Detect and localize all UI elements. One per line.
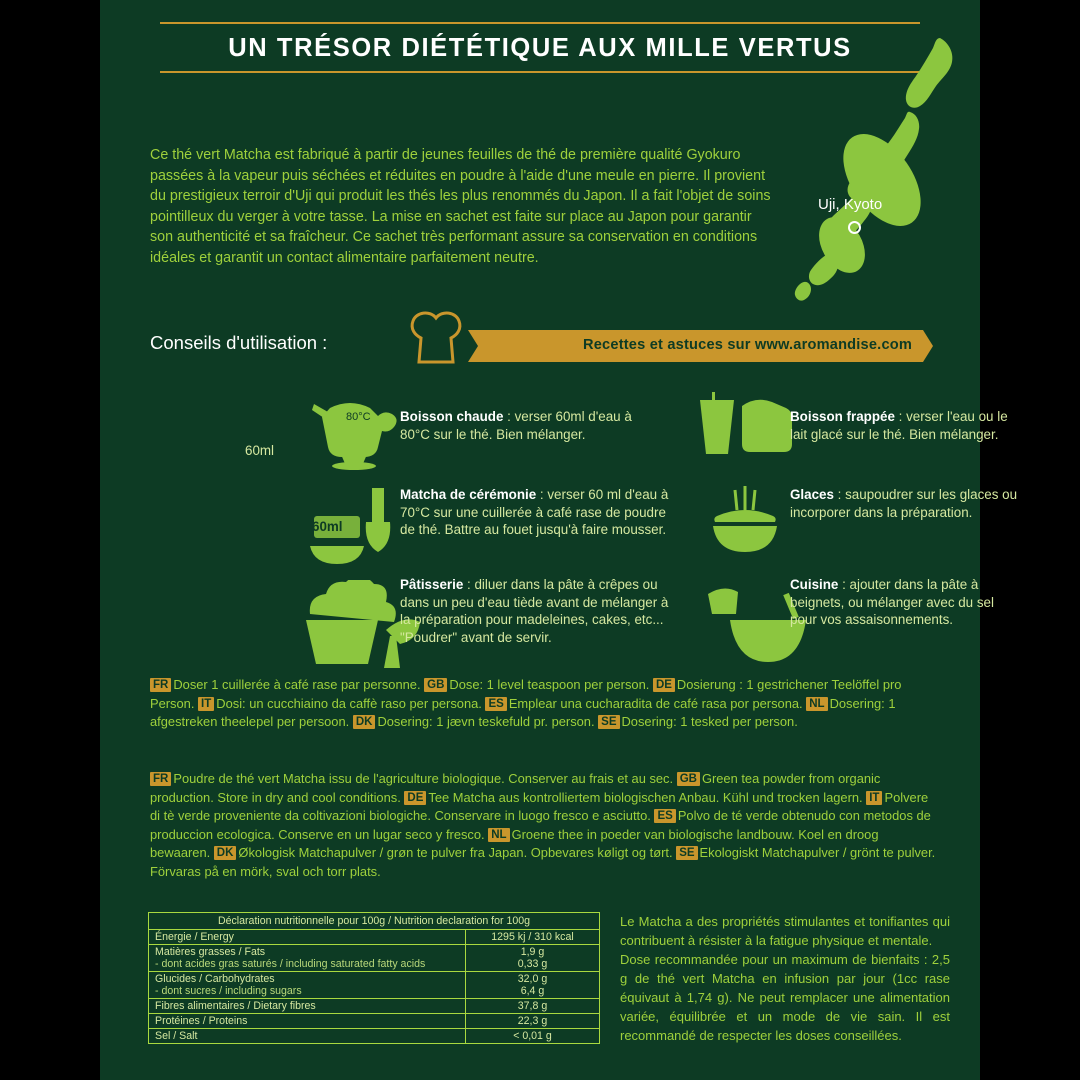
usage-section-title: Conseils d'utilisation : xyxy=(150,332,328,353)
nutrition-row-value-1-main: 1,9 g xyxy=(520,946,545,958)
lang-tag-de: DE xyxy=(653,678,675,692)
table-row xyxy=(149,999,599,1014)
usage-item-pastry xyxy=(400,576,670,646)
lang-tag-nl: NL xyxy=(806,697,827,711)
info-text-se: Ekologiskt Matchapulver / grönt te pulver. Förvaras på en mörk, sval och torr plats. xyxy=(150,845,936,879)
hot-drink-volume-label: 60ml xyxy=(245,443,275,458)
info-text-de: Tee Matcha aus kontrolliertem biologischen Anbau. Kühl und trocken lagern. xyxy=(428,789,863,805)
info-lang-tag-se: SE xyxy=(676,846,697,860)
nutrition-row-label-2-main: Glucides / Carbohydrates xyxy=(155,973,275,985)
nutrition-row-label-3: Fibres alimentaires / Dietary fibres xyxy=(149,999,466,1013)
dosage-text-it: Dosi: un cucchiaino da caffè raso per persona. xyxy=(216,695,482,711)
table-row xyxy=(149,930,599,945)
lang-tag-se: SE xyxy=(598,715,619,729)
map-location-dot xyxy=(848,221,861,234)
table-row xyxy=(149,972,599,999)
usage-item-ceremony-heading: Matcha de cérémonie xyxy=(400,487,537,502)
benefits-paragraph-2: Dose recommandée pour un maximum de bienfaits : 2,5 g de thé vert Matcha en infusion par jour (1cc rase équivaut à 1,74 g). Ne peut remplacer une alimentation variée, équilibrée et un mode de vie sain. Il est recommandé de respecter les doses conseillées. xyxy=(620,952,950,1043)
usage-item-hot-drink-body: : verser 60ml d'eau à 80°C sur le thé. Bien mélanger. xyxy=(400,409,632,442)
info-text-dk: Økologisk Matchapulver / grøn te pulver fra Japan. Opbevares køligt og tørt. xyxy=(238,845,673,861)
nutrition-table-header xyxy=(149,913,599,930)
japan-map-icon xyxy=(790,20,975,320)
nutrition-table xyxy=(148,912,600,1044)
dosage-text-es: Emplear una cucharadita de café rasa por persona. xyxy=(508,695,803,711)
nutrition-row-label-1-main: Matières grasses / Fats xyxy=(155,946,266,958)
info-lang-tag-nl: NL xyxy=(488,828,509,842)
dosage-text-nl: Dosering: 1 afgestreken theelepel per persoon. xyxy=(150,695,896,730)
benefits-text xyxy=(620,912,950,1045)
iced-drink-icon xyxy=(690,392,800,467)
dosage-text-se: Dosering: 1 tesked per person. xyxy=(621,714,798,730)
teapot-icon xyxy=(300,390,405,475)
info-text-nl: Groene thee in poeder van biologische landbouw. Koel en droog bewaaren. xyxy=(150,826,879,861)
table-row xyxy=(149,945,599,972)
nutrition-row-value-2-sub: 6,4 g xyxy=(520,985,545,997)
info-lang-tag-fr: FR xyxy=(150,772,171,786)
page-title: UN TRÉSOR DIÉTÉTIQUE AUX MILLE VERTUS xyxy=(228,34,852,62)
info-text-es: Polvo de té verde obtenudo con metodos de produccion ecologica. Conserve en un lugar seco y fresco. xyxy=(150,808,931,842)
intro-paragraph: Ce thé vert Matcha est fabriqué à partir de jeunes feuilles de thé de première qualité Gyokuro passées à la vapeur puis séchées et réduites en poudre à l'aide d'une meule en pierre. Il provient du prestigieux terroir d'Uji qui produit les thés les plus renommés du Japon. Il a fait l'objet de soins pointilleux du verger à votre tasse. La mise en sachet est faite sur place au Japon pour garantir son authenticité et sa fraîcheur. Ce sachet très performant assure sa conservation en conditions idéales et garantit un contact alimentaire parfaitement neutre. xyxy=(150,147,771,266)
product-info-block xyxy=(150,770,940,882)
dosage-text-fr: Doser 1 cuillerée à café rase par personne. xyxy=(173,677,421,692)
nutrition-row-label-5: Sel / Salt xyxy=(149,1029,466,1043)
dosage-block xyxy=(150,676,940,732)
lang-tag-es: ES xyxy=(485,697,506,711)
usage-item-cooking-body: : ajouter dans la pâte à beignets, ou mélanger avec du sel pour vos assaisonnements. xyxy=(790,577,994,628)
nutrition-row-value-2 xyxy=(466,972,599,998)
nutrition-row-label-2 xyxy=(149,972,466,998)
table-row xyxy=(149,1029,599,1043)
usage-item-pastry-body: : diluer dans la pâte à crêpes ou dans un peu d'eau tiède avant de mélanger à la préparation pour madeleines, cakes, etc... "Poudrer" avant de servir. xyxy=(400,577,669,645)
usage-item-pastry-heading: Pâtisserie xyxy=(400,577,464,592)
info-lang-tag-gb: GB xyxy=(677,772,700,786)
nutrition-row-value-1 xyxy=(466,945,599,971)
usage-item-ceremony-body: : verser 60 ml d'eau à 70°C sur une cuillerée à café rase de poudre de thé. Battre au fouet jusqu'à faire mousser. xyxy=(400,487,669,538)
info-lang-tag-dk: DK xyxy=(214,846,237,860)
ceremony-volume-label: 60ml xyxy=(312,519,343,534)
dosage-text-de: Dosierung : 1 gestrichener Teelöffel pro Person. xyxy=(150,677,902,711)
nutrition-row-label-1-sub: - dont acides gras saturés / including saturated fatty acids xyxy=(155,958,426,970)
usage-item-hot-drink xyxy=(400,408,650,443)
nutrition-row-label-4: Protéines / Proteins xyxy=(149,1014,466,1028)
table-row xyxy=(149,1014,599,1029)
nutrition-row-value-3: 37,8 g xyxy=(517,1000,548,1012)
nutrition-row-value-4: 22,3 g xyxy=(517,1015,548,1027)
usage-item-cooking xyxy=(790,576,1020,629)
usage-item-iced-drink-heading: Boisson frappée xyxy=(790,409,895,424)
lang-tag-it: IT xyxy=(198,697,214,711)
info-text-it: Polvere di tè verde proveniente da coltivazioni biologiche. Conservare in luogo fresco e asciutto. xyxy=(150,789,929,824)
nutrition-row-value-1-sub: 0,33 g xyxy=(517,958,548,970)
dosage-text-gb: Dose: 1 level teaspoon per person. xyxy=(449,677,650,692)
usage-item-ice-cream-heading: Glaces xyxy=(790,487,834,502)
recipes-ribbon[interactable] xyxy=(468,330,933,362)
nutrition-table-title: Déclaration nutritionnelle pour 100g / Nutrition declaration for 100g xyxy=(217,915,531,927)
usage-item-ice-cream xyxy=(790,486,1020,521)
ice-cream-icon xyxy=(695,486,805,571)
usage-item-cooking-heading: Cuisine xyxy=(790,577,839,592)
nutrition-row-value-0: 1295 kj / 310 kcal xyxy=(491,931,574,943)
info-lang-tag-de: DE xyxy=(404,791,426,805)
map-location-label: Uji, Kyoto xyxy=(818,196,883,213)
svg-text:80°C: 80°C xyxy=(346,411,371,423)
lang-tag-gb: GB xyxy=(424,678,447,692)
usage-item-ice-cream-body: : saupoudrer sur les glaces ou incorporer dans la préparation. xyxy=(790,487,1018,520)
info-lang-tag-es: ES xyxy=(654,809,675,823)
info-lang-tag-it: IT xyxy=(866,791,882,805)
info-text-gb: Green tea powder from organic production. Store in dry and cool conditions. xyxy=(150,771,881,805)
benefits-paragraph-1: Le Matcha a des propriétés stimulantes et tonifiantes qui contribuent à résister à la fatigue physique et mentale. xyxy=(620,914,950,948)
recipes-ribbon-label: Recettes et astuces sur www.aromandise.com xyxy=(583,337,913,353)
lang-tag-fr: FR xyxy=(150,678,171,692)
dosage-text-dk: Dosering: 1 jævn teskefuld pr. person. xyxy=(377,714,595,730)
nutrition-row-value-5: < 0,01 g xyxy=(513,1030,552,1042)
usage-item-ceremony xyxy=(400,486,670,539)
nutrition-row-label-1 xyxy=(149,945,466,971)
usage-item-iced-drink-body: : verser l'eau ou le lait glacé sur le thé. Bien mélanger. xyxy=(790,409,1008,442)
usage-item-iced-drink xyxy=(790,408,1020,443)
usage-item-hot-drink-heading: Boisson chaude xyxy=(400,409,504,424)
nutrition-row-value-2-main: 32,0 g xyxy=(517,973,548,985)
lang-tag-dk: DK xyxy=(353,715,376,729)
nutrition-row-label-2-sub: - dont sucres / including sugars xyxy=(155,985,302,997)
chef-hat-icon xyxy=(406,310,466,373)
info-text-fr: Poudre de thé vert Matcha issu de l'agriculture biologique. Conserver au frais et au sec. xyxy=(173,771,674,786)
label-panel xyxy=(100,0,1018,1080)
nutrition-row-label-0: Énergie / Energy xyxy=(149,930,466,944)
